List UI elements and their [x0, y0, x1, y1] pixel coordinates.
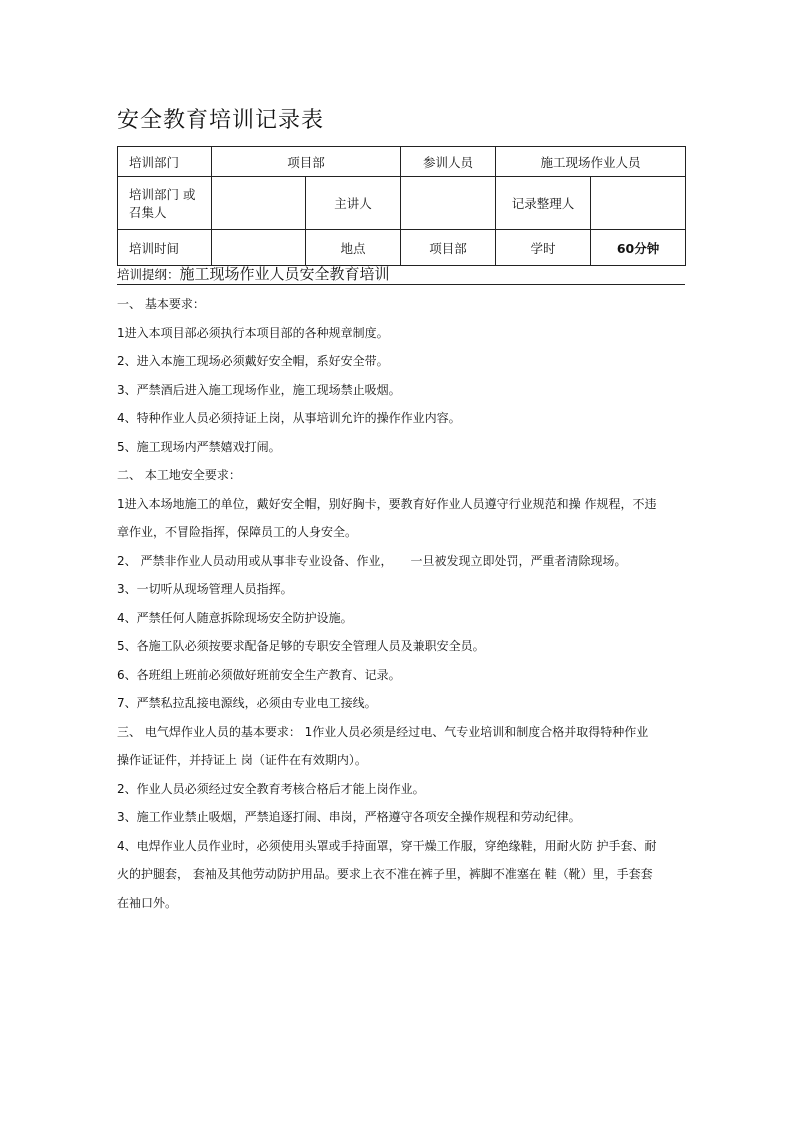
list-item: 操作证证件，并持证上 岗（证件在有效期内）。 — [117, 753, 367, 767]
list-item: 2、 严禁非作业人员动用或从事非专业设备、作业， 一旦被发现立即处罚，严重者清除现场。 — [117, 553, 627, 568]
outline-label: 培训提纲： — [117, 267, 180, 282]
section-heading: 三、 电气焊作业人员的基本要求： 1作业人员必须是经过电、气专业培训和制度合格并取得特种作业 — [117, 724, 649, 739]
list-item: 7、严禁私拉乱接电源线，必须由专业电工接线。 — [117, 696, 377, 710]
cell-location-value: 项目部 — [401, 230, 496, 266]
cell-location-label: 地点 — [306, 230, 401, 266]
list-item: 在袖口外。 — [117, 895, 178, 910]
list-item: 3、严禁酒后进入施工现场作业，施工现场禁止吸烟。 — [117, 382, 401, 397]
cell-training-dept-value: 项目部 — [212, 147, 401, 177]
list-item: 3、一切听从现场管理人员指挥。 — [117, 582, 293, 596]
list-item: 1进入本场地施工的单位，戴好安全帽，别好胸卡，要教育好作业人员遵守行业规范和操 作规程，不违 — [117, 496, 657, 511]
cell-hours-label: 学时 — [496, 230, 591, 266]
page-title: 安全教育培训记录表 — [117, 108, 325, 133]
cell-lecturer-value — [401, 177, 496, 230]
list-item: 4、特种作业人员必须持证上岗，从事培训允许的操作作业内容。 — [117, 411, 461, 425]
cell-organizer-label: 培训部门 或 召集人 — [118, 177, 212, 230]
list-item: 3、施工作业禁止吸烟，严禁追逐打闹、串岗，严格遵守各项安全操作规程和劳动纪律。 — [117, 810, 581, 824]
cell-time-label: 培训时间 — [118, 230, 212, 266]
section-heading: 二、 本工地安全要求： — [117, 468, 241, 482]
list-item: 6、各班组上班前必须做好班前安全生产教育、记录。 — [117, 667, 401, 682]
list-item: 4、严禁任何人随意拆除现场安全防护设施。 — [117, 610, 353, 625]
list-item: 章作业，不冒险指挥，保障员工的人身安全。 — [117, 525, 358, 539]
training-outline — [117, 263, 685, 285]
table-row — [118, 147, 686, 177]
cell-time-value — [212, 230, 306, 266]
cell-participants-label: 参训人员 — [401, 147, 496, 177]
list-item: 1进入本项目部必须执行本项目部的各种规章制度。 — [117, 325, 389, 340]
outline-value: 施工现场作业人员安全教育培训 — [179, 265, 390, 283]
list-item: 2、进入本施工现场必须戴好安全帽，系好安全带。 — [117, 354, 389, 368]
table-row — [118, 177, 686, 230]
cell-recorder-label: 记录整理人 — [496, 177, 591, 230]
cell-recorder-value — [591, 177, 686, 230]
list-item: 4、电焊作业人员作业时，必须使用头罩或手持面罩，穿干燥工作服，穿绝缘鞋，用耐火防 护手套、耐 — [117, 838, 657, 853]
list-item: 火的护腿套， 套袖及其他劳动防护用品。要求上衣不准在裤子里，裤脚不准塞在 鞋（靴）里，手套套 — [117, 867, 653, 881]
list-item: 5、各施工队必须按要求配备足够的专职安全管理人员及兼职安全员。 — [117, 639, 485, 653]
requirements-text — [117, 290, 689, 917]
cell-hours-value: 60分钟 — [591, 230, 686, 266]
table-row — [118, 230, 686, 266]
list-item: 2、作业人员必须经过安全教育考核合格后才能上岗作业。 — [117, 781, 425, 796]
section-heading: 一、 基本要求： — [117, 297, 205, 311]
list-item: 5、施工现场内严禁嬉戏打闹。 — [117, 439, 281, 454]
cell-training-dept-label: 培训部门 — [118, 147, 212, 177]
training-info-table — [117, 146, 686, 266]
cell-organizer-value — [212, 177, 306, 230]
cell-lecturer-label: 主讲人 — [306, 177, 401, 230]
cell-participants-value: 施工现场作业人员 — [496, 147, 686, 177]
